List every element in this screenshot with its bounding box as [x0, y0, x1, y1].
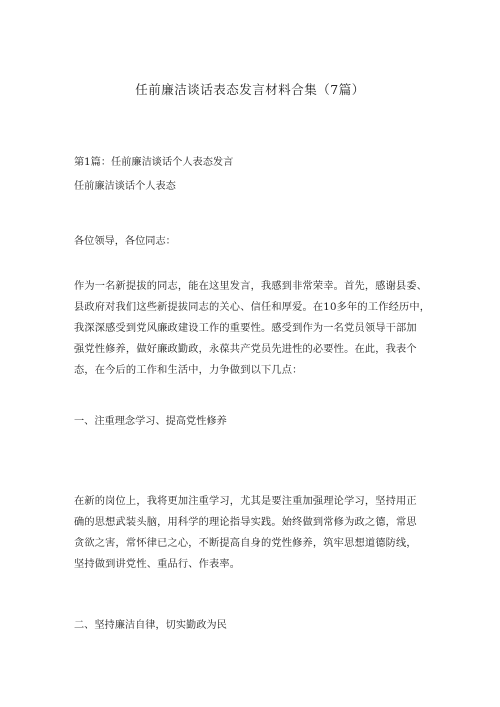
paragraph-line: 强党性修养，做好廉政勤政，永葆共产党员先进性的必要性。在此，我表个: [74, 344, 417, 355]
paragraph-line: 我深深感受到党风廉政建设工作的重要性。感受到作为一名党员领导干部加: [74, 323, 417, 334]
salutation: 各位领导，各位同志：: [74, 236, 176, 247]
section1-paragraph: [74, 491, 434, 575]
paragraph-line: 确的思想武装头脑，用科学的理论指导实践。始终做到常修为政之德，常思: [74, 517, 417, 528]
paragraph-line: 态，在今后的工作和生活中，力争做到以下几点：: [74, 365, 303, 376]
document-title: 任前廉洁谈话表态发言材料合集（7篇）: [135, 82, 365, 97]
chapter-heading: 第1篇：任前廉洁谈话个人表态发言: [74, 157, 234, 168]
subtitle: 任前廉洁谈话个人表态: [74, 181, 176, 192]
paragraph-line: 县政府对我们这些新提拔同志的关心、信任和厚爱。在10多年的工作经历中，: [74, 302, 431, 313]
paragraph-line: 贪欲之害，常怀律已之心，不断提高自身的党性修养，筑牢思想道德防线，: [74, 538, 417, 549]
paragraph-line: 在新的岗位上，我将更加注重学习，尤其是要注重加强理论学习，坚持用正: [74, 496, 417, 507]
section1-heading: 一、注重理念学习、提高党性修养: [74, 416, 227, 427]
intro-paragraph: [74, 276, 434, 381]
section2-heading: 二、坚持廉洁自律，切实勤政为民: [74, 620, 227, 631]
paragraph-line: 坚持做到讲党性、重品行、作表率。: [74, 559, 241, 570]
paragraph-line: 作为一名新提拔的同志，能在这里发言，我感到非常荣幸。首先，感谢县委、: [74, 281, 428, 292]
